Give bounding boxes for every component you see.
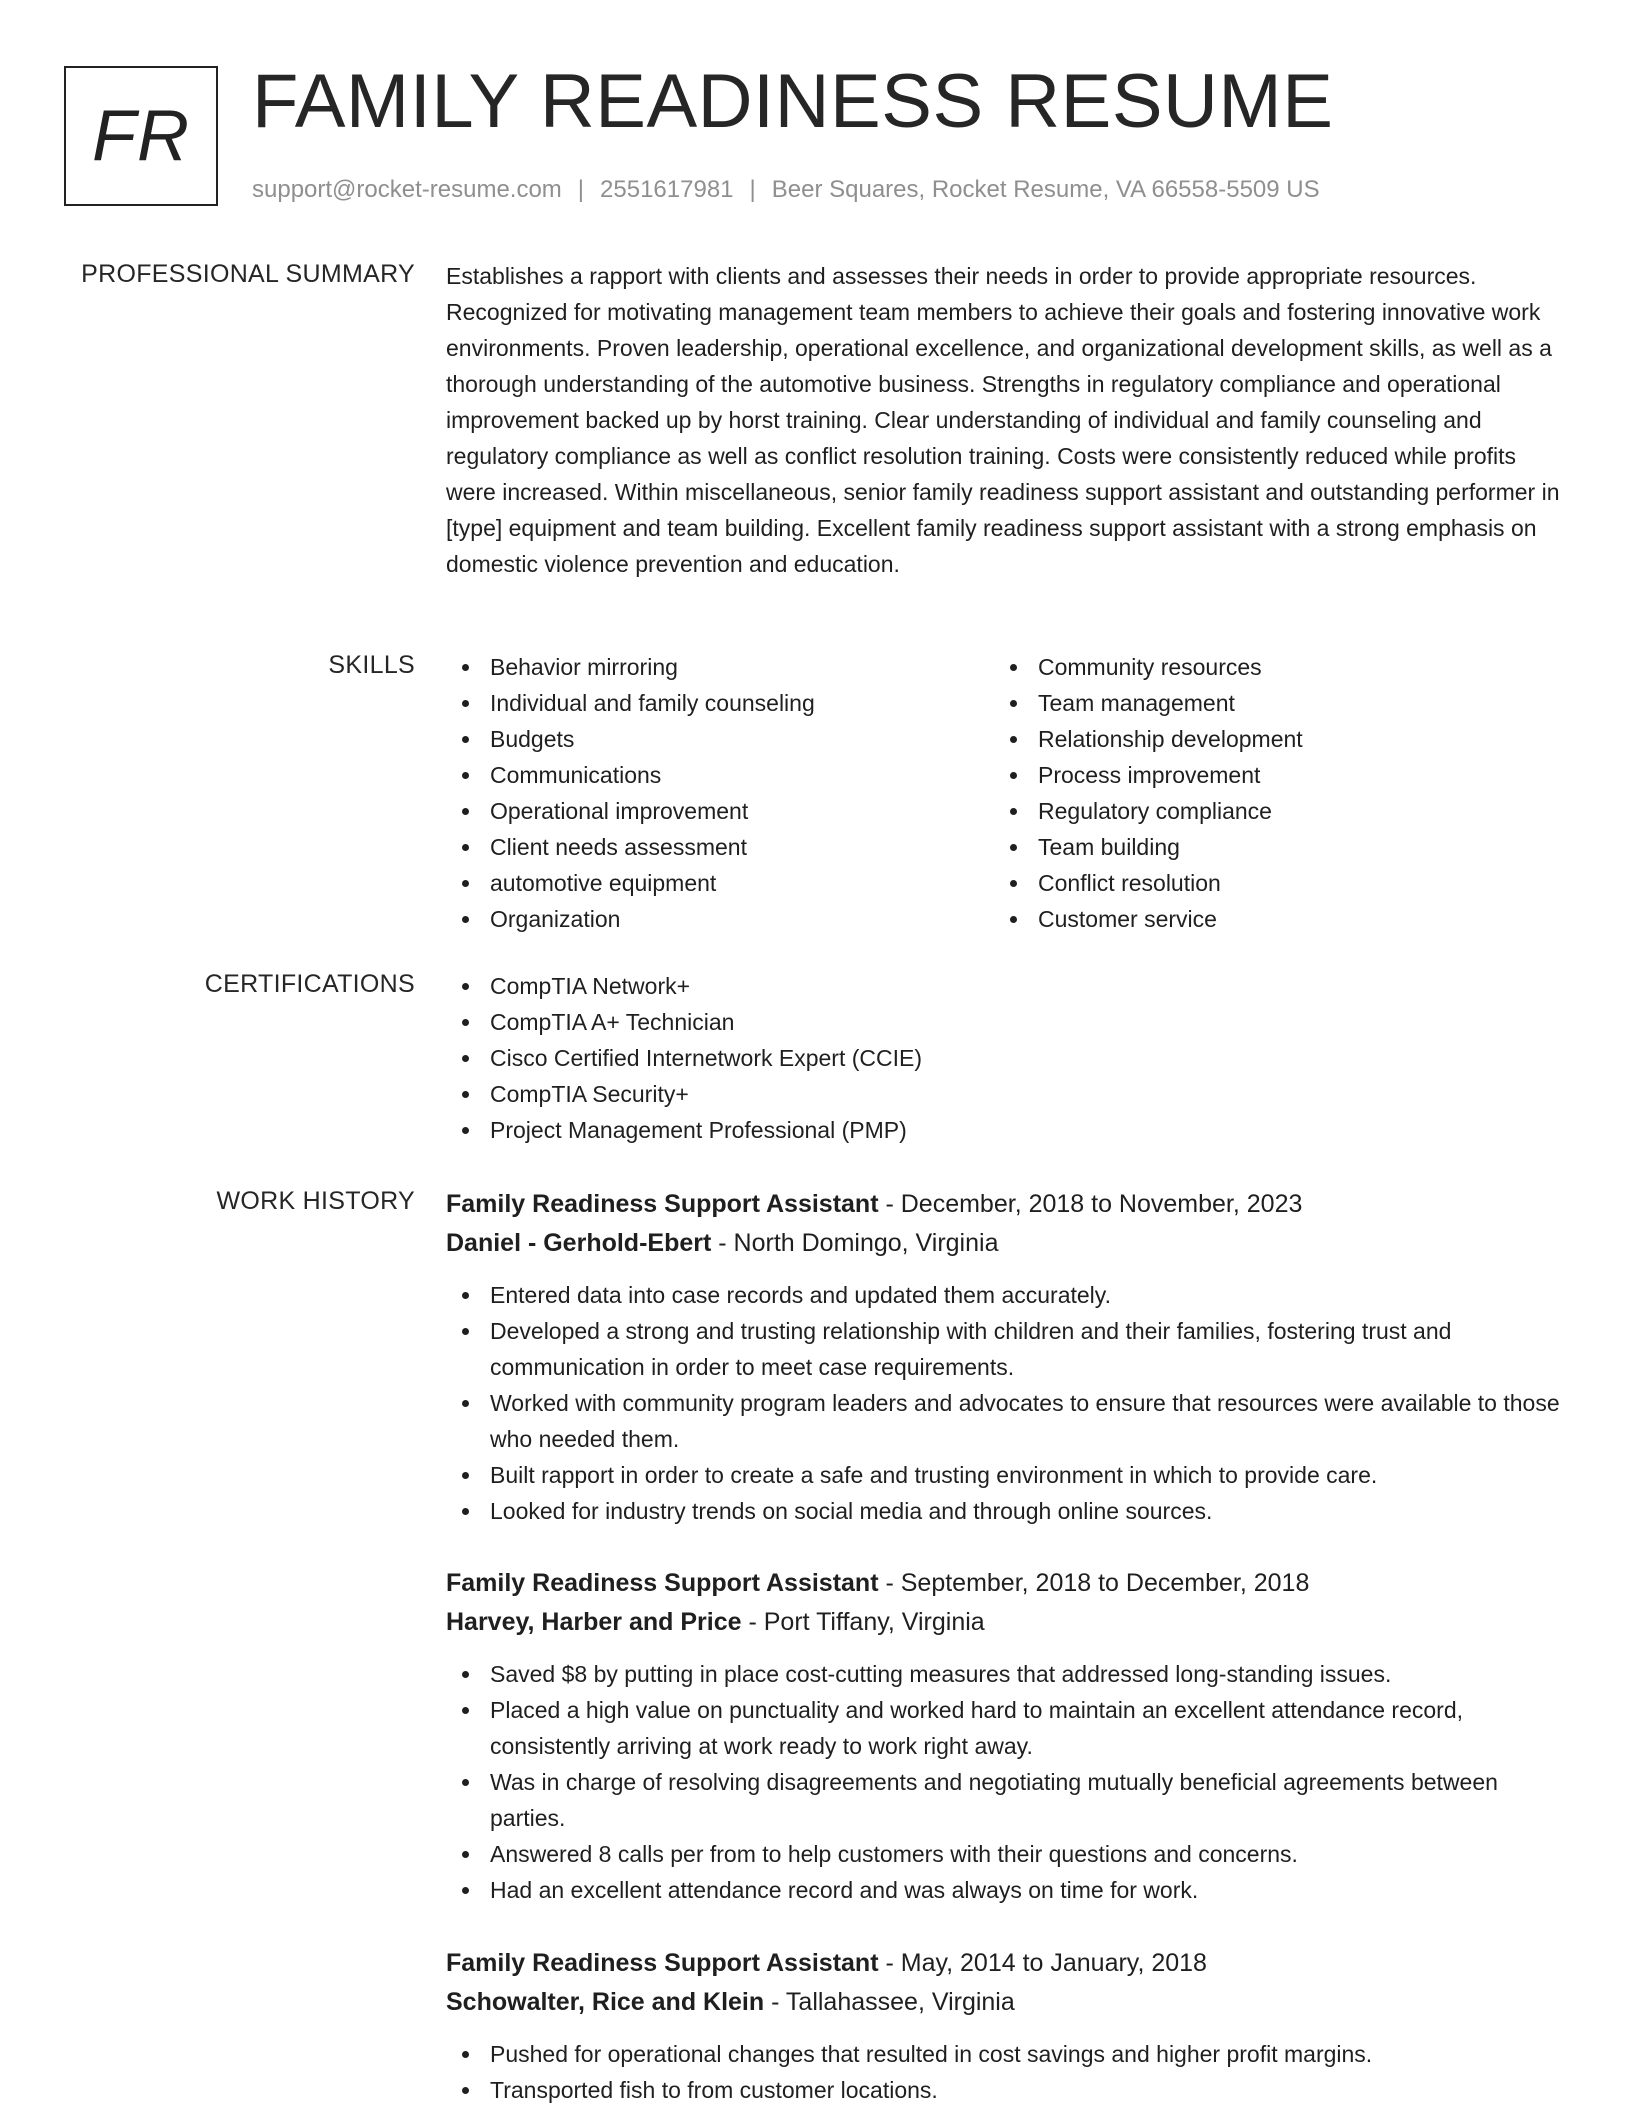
skill-item: Regulatory compliance [994,793,1542,829]
summary-text: Establishes a rapport with clients and assesses their needs in order to provide appropriate resources. Recognized for motivating management team members to achieve their goals and fostering innovative work environments. Proven leadership, operational excellence, and organizational development skills, as well as a thorough understanding of the automotive business. Strengths in regulatory compliance and operational improvement backed up by horst training. Clear understanding of individual and family counseling and regulatory compliance as well as conflict resolution training. Costs were consistently reduced while profits were increased. Within miscellaneous, senior family readiness support assistant and outstanding performer in [type] equipment and team building. Excellent family readiness support assistant with a strong emphasis on domestic violence prevention and education. [446,263,1560,577]
job-company: Daniel - Gerhold-Ebert [446,1229,712,1257]
section-label-summary: PROFESSIONAL SUMMARY [81,260,415,288]
job-duty-item: Transported fish to from customer locations. [446,2072,1566,2108]
skill-item: Customer service [994,901,1542,937]
job-company: Harvey, Harber and Price [446,1608,742,1636]
skill-item: Communications [446,757,994,793]
certifications-list [446,968,1566,1148]
contact-email[interactable]: support@rocket-resume.com [252,176,562,203]
job-dates: - September, 2018 to December, 2018 [878,1569,1310,1597]
skill-item: Relationship development [994,721,1542,757]
job-dates: - May, 2014 to January, 2018 [878,1949,1207,1977]
job-location: - Port Tiffany, Virginia [741,1608,985,1636]
job-duties-list [446,1656,1566,1908]
certifications-body [446,968,1566,1148]
job-location: - North Domingo, Virginia [711,1229,999,1257]
section-label-certifications: CERTIFICATIONS [204,970,415,998]
skills-list-left [446,649,994,937]
skill-item: Client needs assessment [446,829,994,865]
certification-item: Cisco Certified Internetwork Expert (CCIE) [446,1040,1566,1076]
skill-item: Individual and family counseling [446,685,994,721]
monogram-text: FR [92,96,190,176]
job-duty-item: Worked with community program leaders and advocates to ensure that resources were available to those who needed them. [446,1385,1566,1457]
job-title-line [446,1185,1566,1224]
job-title: Family Readiness Support Assistant [446,1949,879,1977]
job-company-line [446,1983,1566,2022]
job-duty-item: Entered data into case records and updated them accurately. [446,1277,1566,1313]
job-duty-item: Saved $8 by putting in place cost-cutting measures that addressed long-standing issues. [446,1656,1566,1692]
skills-body [446,649,1566,937]
job-duties-list [446,1277,1566,1529]
job-company-line [446,1603,1566,1642]
contact-separator: | [749,176,756,203]
job-duty-item: Had an excellent attendance record and was always on time for work. [446,1872,1566,1908]
job-title-line [446,1564,1566,1603]
job-location: - Tallahassee, Virginia [764,1988,1015,2016]
skill-item: Budgets [446,721,994,757]
contact-address: Beer Squares, Rocket Resume, VA 66558-5509 US [771,176,1320,203]
monogram-logo [64,66,218,206]
job-duties-list [446,2036,1566,2108]
skill-item: Team building [994,829,1542,865]
job-entry [446,1944,1566,2108]
job-title: Family Readiness Support Assistant [446,1190,879,1218]
skill-item: Community resources [994,649,1542,685]
job-dates: - December, 2018 to November, 2023 [878,1190,1303,1218]
job-duty-item: Built rapport in order to create a safe and trusting environment in which to provide care. [446,1457,1566,1493]
job-title: Family Readiness Support Assistant [446,1569,879,1597]
job-duty-item: Was in charge of resolving disagreements and negotiating mutually beneficial agreements between parties. [446,1764,1566,1836]
job-entry [446,1185,1566,1529]
job-company: Schowalter, Rice and Klein [446,1988,765,2016]
job-duty-item: Placed a high value on punctuality and worked hard to maintain an excellent attendance record, consistently arriving at work ready to work right away. [446,1692,1566,1764]
section-label-work-history: WORK HISTORY [216,1187,415,1215]
certification-item: Project Management Professional (PMP) [446,1112,1566,1148]
skills-list-right [994,649,1542,937]
skill-item: Process improvement [994,757,1542,793]
job-duty-item: Pushed for operational changes that resulted in cost savings and higher profit margins. [446,2036,1566,2072]
job-duty-item: Answered 8 calls per from to help customers with their questions and concerns. [446,1836,1566,1872]
job-entry [446,1564,1566,1908]
skill-item: Team management [994,685,1542,721]
job-duty-item: Looked for industry trends on social media and through online sources. [446,1493,1566,1529]
skill-item: Behavior mirroring [446,649,994,685]
contact-phone[interactable]: 2551617981 [600,176,734,203]
skill-item: Operational improvement [446,793,994,829]
job-title-line [446,1944,1566,1983]
section-label-skills: SKILLS [328,651,415,679]
certification-item: CompTIA A+ Technician [446,1004,1566,1040]
job-company-line [446,1224,1566,1263]
skill-item: Organization [446,901,994,937]
certification-item: CompTIA Security+ [446,1076,1566,1112]
resume-title: FAMILY READINESS RESUME [252,59,1334,144]
skill-item: Conflict resolution [994,865,1542,901]
contact-separator: | [577,176,585,203]
certification-item: CompTIA Network+ [446,968,1566,1004]
skill-item: automotive equipment [446,865,994,901]
job-duty-item: Developed a strong and trusting relationship with children and their families, fostering trust and communication in order to meet case requirements. [446,1313,1566,1385]
contact-line [252,174,1320,206]
